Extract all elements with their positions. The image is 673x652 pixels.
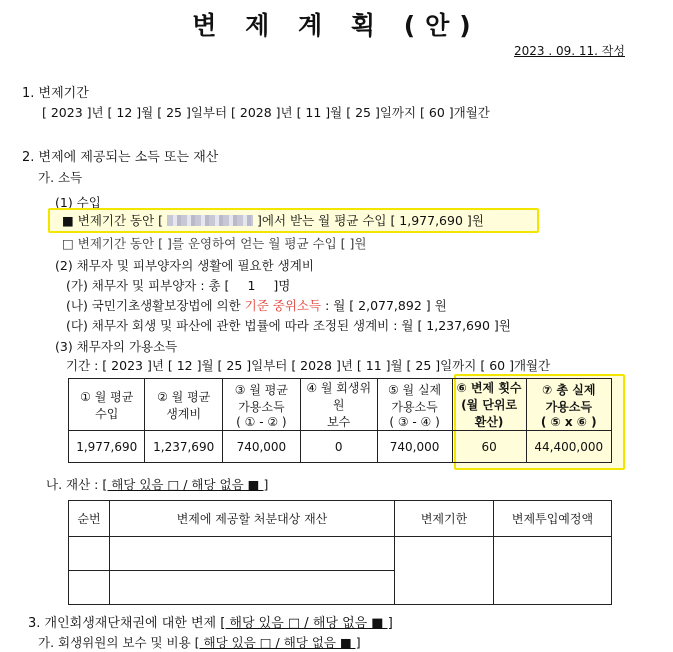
median-income	[66, 296, 447, 314]
header-monthly-income: ① 월 평균 수입	[69, 379, 145, 431]
value-monthly-living-cost: 1,237,690	[145, 431, 222, 463]
property-label: 나. 재산 :	[46, 477, 103, 492]
header-monthly-living-cost: ② 월 평균 생계비	[145, 379, 222, 431]
section-3-heading	[28, 612, 393, 631]
header-property: 변제에 제공할 처분대상 재산	[110, 501, 395, 537]
redacted-employer	[167, 215, 253, 226]
median-income-pre: (나) 국민기초생활보장법에 의한	[66, 298, 245, 313]
trustee-fee-status: [ 해당 있음 □ / 해당 없음 ■ ]	[194, 635, 361, 650]
value-monthly-available: 740,000	[222, 431, 300, 463]
property-header-row	[69, 501, 612, 537]
dependents-pre: (가) 채무자 및 피부양자 : 총 [	[66, 278, 230, 293]
header-repayment-count: ⑥ 변제 횟수 (월 단위로 환산)	[452, 379, 526, 431]
property-line	[46, 475, 268, 493]
income-subheading: 가. 소득	[38, 170, 83, 185]
header-monthly-available: ③ 월 평균 가용소득 ( ① - ② )	[222, 379, 300, 431]
median-income-label: 기준 중위소득	[244, 298, 322, 313]
dependents-count	[66, 276, 290, 294]
section-2-heading: 2. 변제에 제공되는 소득 또는 재산	[22, 150, 219, 165]
available-income-table	[68, 378, 612, 463]
property-status: [ 해당 있음 □ / 해당 없음 ■ ]	[102, 477, 269, 492]
income-opt1-pre: ■ 변제기간 동안 [	[62, 213, 164, 228]
table-row	[69, 431, 612, 463]
property-cell	[110, 537, 395, 571]
table-row	[69, 537, 612, 571]
header-actual-available: ⑤ 월 실제 가용소득 ( ③ - ④ )	[377, 379, 452, 431]
header-trustee-fee: ④ 월 회생위원 보수	[300, 379, 377, 431]
section-3-label: 3. 개인회생재단채권에 대한 변제	[28, 616, 221, 631]
income-option-salary	[62, 211, 484, 229]
section-3-status: [ 해당 있음 □ / 해당 없음 ■ ]	[220, 616, 393, 631]
dependents-post: ]명	[273, 278, 291, 293]
trustee-fee-line	[38, 633, 361, 651]
dependents-number: 1	[247, 278, 256, 293]
property-cell	[69, 571, 110, 605]
income-heading: (1) 수입	[55, 195, 101, 210]
available-income-heading: (3) 채무자의 가용소득	[55, 339, 178, 354]
adjusted-living-cost: (다) 채무자 회생 및 파산에 관한 법률에 따라 조정된 생계비 : 월 [ 1,237,690 ]원	[66, 318, 511, 333]
value-monthly-income: 1,977,690	[69, 431, 145, 463]
living-cost-heading: (2) 채무자 및 피부양자의 생활에 필요한 생계비	[55, 258, 314, 273]
property-cell	[395, 537, 494, 605]
income-opt1-post: ]에서 받는 월 평균 수입 [ 1,977,690 ]원	[257, 213, 484, 228]
available-income-period: 기간 : [ 2023 ]년 [ 12 ]월 [ 25 ]일부터 [ 2028 ]년 [ 11 ]월 [ 25 ]일까지 [ 60 ]개월간	[66, 358, 551, 373]
creation-date: 2023 . 09. 11. 작성	[514, 44, 625, 58]
property-cell	[494, 537, 612, 605]
value-trustee-fee: 0	[300, 431, 377, 463]
header-seq: 순번	[69, 501, 110, 537]
repayment-period: [ 2023 ]년 [ 12 ]월 [ 25 ]일부터 [ 2028 ]년 [ 11 ]월 [ 25 ]일까지 [ 60 ]개월간	[42, 105, 490, 120]
median-income-post: : 월 [ 2,077,892 ] 원	[321, 298, 447, 313]
trustee-fee-label: 가. 회생위원의 보수 및 비용	[38, 635, 195, 650]
header-total-available: ⑦ 총 실제 가용소득 ( ⑤ x ⑥ )	[526, 379, 611, 431]
income-option-business: □ 변제기간 동안 [ ]를 운영하여 얻는 월 평균 수입 [ ]원	[62, 236, 367, 251]
document-title: 변 제 계 획 (안)	[192, 11, 481, 40]
header-amount: 변제투입예정액	[494, 501, 612, 537]
value-actual-available: 740,000	[377, 431, 452, 463]
value-repayment-count: 60	[452, 431, 526, 463]
table-header-row	[69, 379, 612, 431]
property-cell	[110, 571, 395, 605]
property-cell	[69, 537, 110, 571]
value-total-available: 44,400,000	[526, 431, 611, 463]
section-1-heading: 1. 변제기간	[22, 86, 89, 101]
header-deadline: 변제기한	[395, 501, 494, 537]
property-table	[68, 500, 612, 605]
